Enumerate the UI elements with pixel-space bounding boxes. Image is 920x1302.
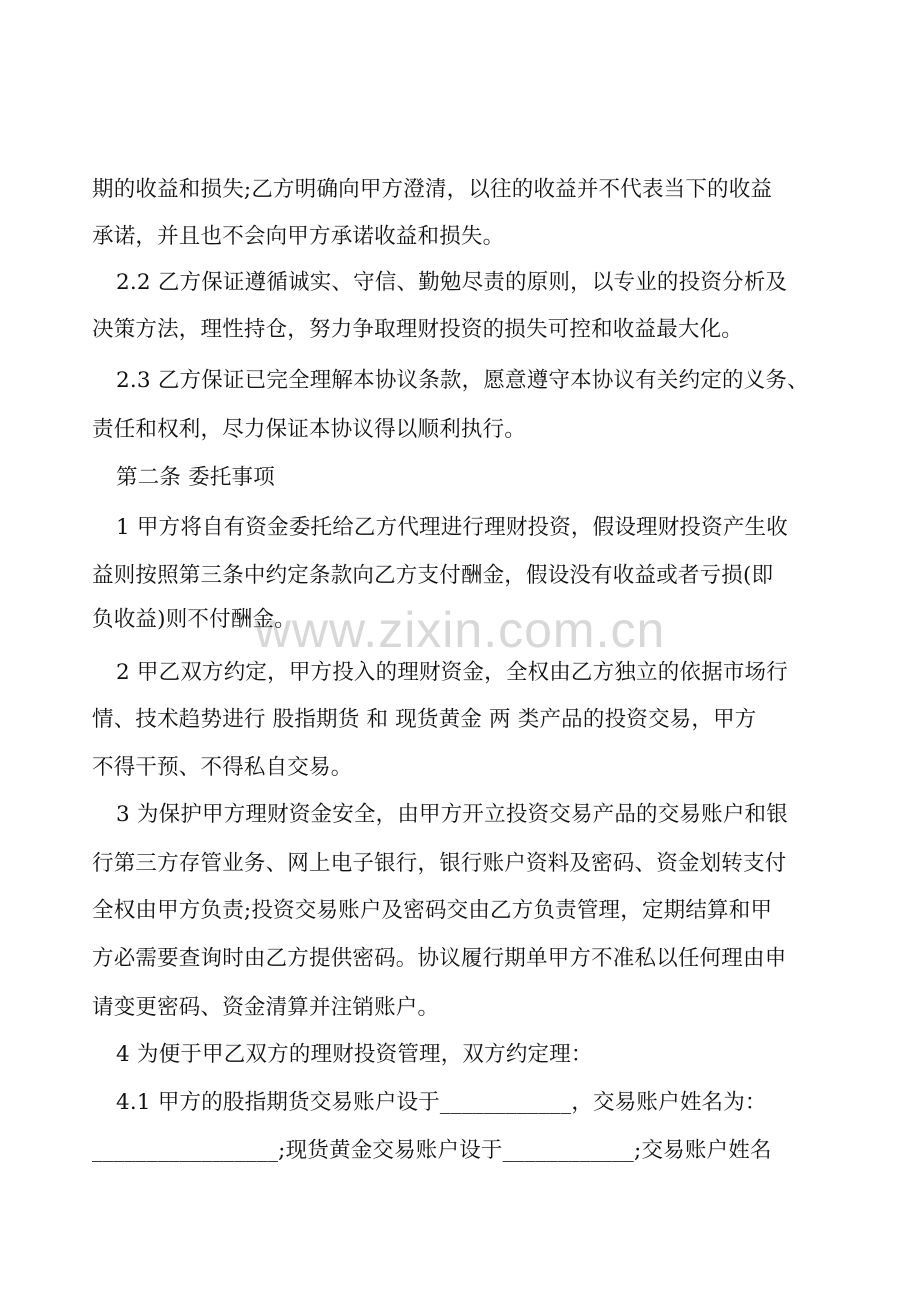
paragraph-line: 行第三方存管业务、网上电子银行，银行账户资料及密码、资金划转支付	[92, 851, 787, 876]
paragraph-line: 方必需要查询时由乙方提供密码。协议履行期单甲方不准私以任何理由申	[92, 946, 787, 971]
item-2-line: 2 甲乙双方约定，甲方投入的理财资金，全权由乙方独立的依据市场行	[116, 660, 788, 685]
paragraph-line: 益则按照第三条中约定条款向乙方支付酬金，假设没有收益或者亏损(即	[92, 563, 774, 588]
item-3-line: 3 为保护甲方理财资金安全，由甲方开立投资交易产品的交易账户和银	[116, 802, 788, 827]
paragraph-line: 不得干预、不得私自交易。	[92, 755, 353, 780]
paragraph-line: 负收益)则不付酬金。	[92, 607, 296, 632]
paragraph-line: 情、技术趋势进行 股指期货 和 现货黄金 两 类产品的投资交易，甲方	[92, 707, 757, 732]
watermark: www.zixin.com.cn	[254, 602, 666, 658]
section-heading: 第二条 委托事项	[116, 465, 275, 490]
clause-4-1-line: 4.1 甲方的股指期货交易账户设于____________，交易账户姓名为：	[116, 1090, 767, 1115]
paragraph-line: 承诺，并且也不会向甲方承诺收益和损失。	[92, 224, 505, 249]
paragraph-line: 请变更密码、资金清算并注销账户。	[92, 995, 440, 1020]
clause-2-2-line: 2.2 乙方保证遵循诚实、守信、勤勉尽责的原则，以专业的投资分析及	[116, 270, 788, 295]
item-4-line: 4 为便于甲乙双方的理财投资管理，双方约定理：	[116, 1042, 593, 1067]
paragraph-line: 责任和权利，尽力保证本协议得以顺利执行。	[92, 417, 527, 442]
paragraph-line: 期的收益和损失;乙方明确向甲方澄清，以往的收益并不代表当下的收益	[92, 177, 773, 202]
paragraph-line: 决策方法，理性持仓，努力争取理财投资的损失可控和收益最大化。	[92, 317, 744, 342]
clause-2-3-line: 2.3 乙方保证已完全理解本协议条款，愿意遵守本协议有关约定的义务、	[116, 368, 809, 393]
paragraph-line: 全权由甲方负责;投资交易账户及密码交由乙方负责管理，定期结算和甲	[92, 898, 773, 923]
item-1-line: 1 甲方将自有资金委托给乙方代理进行理财投资，假设理财投资产生收	[116, 515, 788, 540]
paragraph-line: _________________;现货黄金交易账户设于____________;交易账户姓名	[92, 1138, 772, 1163]
